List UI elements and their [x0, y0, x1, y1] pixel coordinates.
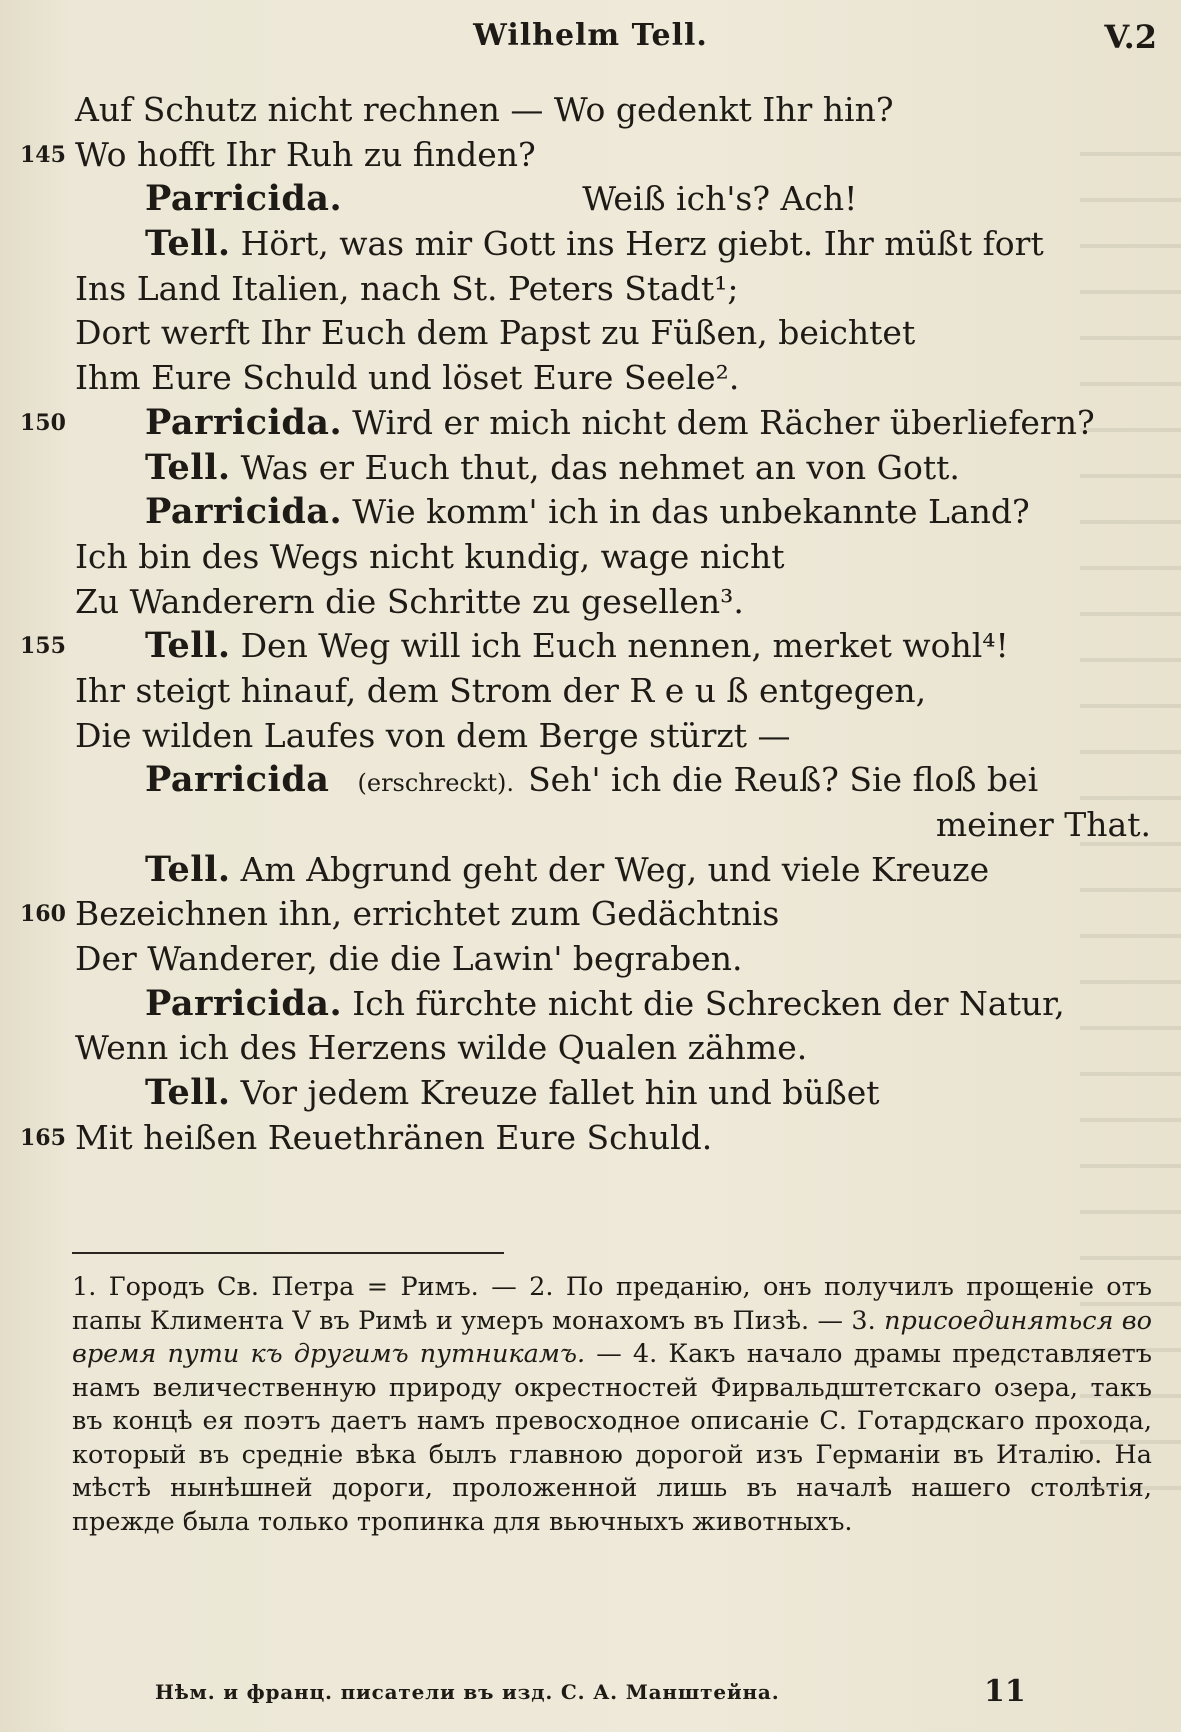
verse-text: meiner That. [935, 805, 1151, 844]
verse-line [0, 1071, 1181, 1116]
speaker-name: Tell. [145, 625, 231, 667]
verse-text: Auf Schutz nicht rechnen — Wo gedenkt Ihr hin? [75, 90, 894, 129]
verse-line [0, 490, 1181, 535]
stage-direction: (erschreckt). [357, 769, 515, 798]
speaker-name: Tell. [145, 1072, 231, 1114]
verse-line [0, 803, 1181, 848]
verse-line [0, 1026, 1181, 1071]
footnote-text [72, 1271, 1152, 1539]
verse-text: Dort werft Ihr Euch dem Papst zu Füßen, beichtet [75, 313, 916, 353]
verse-text-container [75, 580, 744, 625]
verse-text: Vor jedem Kreuze fallet hin und büßet [240, 1073, 880, 1113]
verse-text-container [75, 311, 915, 356]
verse-line [0, 446, 1181, 491]
speaker-name: Tell. [145, 223, 231, 265]
verse-text-container [75, 1026, 807, 1071]
verse-text-container [145, 1071, 880, 1116]
verse-line [0, 892, 1181, 937]
signature-mark: V.2 [1104, 18, 1157, 56]
verse-text-container [75, 669, 926, 714]
line-number: 155 [20, 633, 66, 660]
footnote-rule [72, 1252, 504, 1254]
verse-text: Den Weg will ich Euch nennen, merket wohl⁴! [240, 626, 1009, 666]
verse-text: Seh' ich die Reuß? Sie floß bei [528, 760, 1039, 800]
verse-text-container [75, 714, 791, 759]
verse-line [0, 580, 1181, 625]
verse-text: Die wilden Laufes von dem Berge stürzt — [75, 715, 791, 755]
verse-text: Wie komm' ich in das unbekannte Land? [352, 492, 1030, 532]
verse-text-container [75, 892, 779, 937]
speaker-name: Tell. [145, 848, 231, 890]
verse-text: Weiß ich's? Ach! [582, 179, 858, 219]
verse-text-container [145, 177, 857, 222]
verse-line [0, 311, 1181, 356]
verse-text-container [145, 401, 1095, 446]
verse-text: Ich fürchte nicht die Schrecken der Natur, [352, 983, 1065, 1023]
line-number: 160 [20, 901, 66, 928]
verse-text-container [75, 535, 785, 580]
line-number: 145 [20, 141, 66, 168]
page-number: 11 [984, 1674, 1026, 1709]
verse-text-container [75, 88, 894, 133]
verse-line [0, 267, 1181, 312]
line-number: 150 [20, 409, 66, 436]
verse-text: Wenn ich des Herzens wilde Qualen zähme. [75, 1028, 808, 1068]
verse-text-container [145, 982, 1065, 1027]
verse-text: Zu Wanderern die Schritte zu gesellen³. [75, 581, 744, 621]
verse-text: Was er Euch thut, das nehmet an von Gott. [240, 447, 960, 487]
line-number: 165 [20, 1124, 66, 1151]
verse-line [0, 982, 1181, 1027]
verse-line [0, 937, 1181, 982]
speaker-name: Parricida [145, 759, 330, 801]
verse-line [0, 758, 1181, 803]
verse-line [0, 133, 1181, 178]
verse-text-container [145, 848, 989, 893]
verse-text-container [145, 446, 960, 491]
page-footer [0, 1674, 1181, 1714]
verse-line [0, 714, 1181, 759]
speaker-name: Parricida. [145, 491, 343, 533]
footnote-3-italic: присоединяться во время пути къ другимъ путникамъ. [72, 1305, 1153, 1369]
verse-text: Ich bin des Wegs nicht kundig, wage nicht [75, 536, 785, 576]
verse-line [0, 222, 1181, 267]
speaker-name: Parricida. [145, 401, 343, 443]
verse-text: Ihr steigt hinauf, dem Strom der R e u ß entgegen, [75, 670, 927, 710]
verse-text: Wird er mich nicht dem Rächer überliefern? [352, 402, 1095, 442]
verse-text-container [936, 803, 1151, 848]
verse-line [0, 401, 1181, 446]
verse-text-container [145, 758, 1038, 806]
verse-text: Ins Land Italien, nach St. Peters Stadt¹; [75, 268, 739, 308]
verse-line [0, 177, 1181, 222]
verse-text: Mit heißen Reuethränen Eure Schuld. [75, 1117, 713, 1157]
verse-block [0, 88, 1181, 1161]
verse-text-container [75, 1116, 712, 1161]
verse-text-container [75, 267, 739, 312]
verse-text: Der Wanderer, die die Lawin' begraben. [75, 939, 743, 979]
verse-line [0, 1116, 1181, 1161]
verse-text: Am Abgrund geht der Weg, und viele Kreuze [240, 849, 990, 889]
footnotes [72, 1271, 1152, 1539]
verse-line [0, 356, 1181, 401]
verse-text-container [75, 133, 536, 178]
verse-line [0, 624, 1181, 669]
verse-text: Hört, was mir Gott ins Herz giebt. Ihr müßt fort [240, 224, 1044, 264]
running-title: Wilhelm Tell. [473, 18, 708, 53]
page-header [0, 14, 1181, 64]
verse-text: Ihm Eure Schuld und löset Eure Seele². [75, 358, 740, 398]
verse-line [0, 669, 1181, 714]
publisher-imprint: Нѣм. и франц. писатели въ изд. С. А. Манштейна. [155, 1680, 780, 1704]
verse-text-container [145, 624, 1009, 669]
verse-line [0, 848, 1181, 893]
speaker-name: Parricida. [145, 982, 343, 1024]
speaker-name: Tell. [145, 446, 231, 488]
speaker-name: Parricida. [145, 178, 343, 220]
footnote-4: — 4. Какъ начало драмы представляетъ намъ величественную природу окрестностей Фирвальдштетскаго озера, такъ въ концѣ ея поэтъ даетъ намъ превосходное описаніе С. Готардскаго прохода, который въ средніе вѣка былъ главною дорогой изъ Германіи въ Италію. На мѣстѣ нынѣшней дороги, проложенной лишь въ началѣ нашего столѣтія, прежде была только тропинка для вьючныхъ животныхъ. [72, 1339, 1153, 1537]
verse-text-container [75, 937, 743, 982]
verse-line [0, 535, 1181, 580]
verse-text: Bezeichnen ihn, errichtet zum Gedächtnis [75, 894, 780, 934]
verse-text-container [75, 356, 739, 401]
verse-text-container [145, 490, 1030, 535]
verse-text: Wo hofft Ihr Ruh zu finden? [75, 134, 536, 174]
verse-text-container [145, 222, 1044, 267]
verse-line [0, 88, 1181, 133]
footnotes-1-to-3: 1. Городъ Св. Петра = Римъ. — 2. По преданію, онъ получилъ прощеніе отъ папы Климента V въ Римѣ и умеръ монахомъ въ Пизѣ. — 3. [72, 1272, 1152, 1336]
